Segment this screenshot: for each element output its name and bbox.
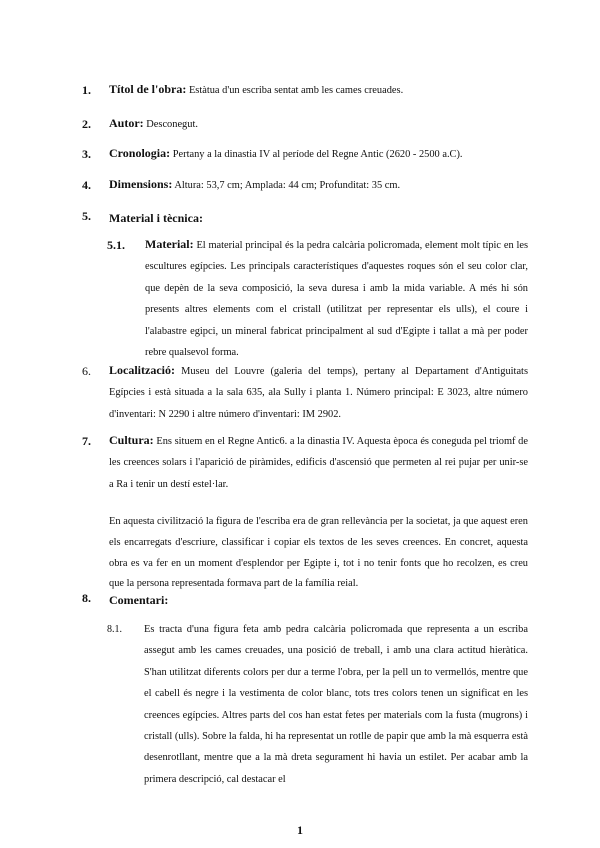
item-label: Dimensions:	[109, 177, 173, 191]
subitem-label: Material:	[145, 237, 194, 251]
item-label: Autor:	[109, 116, 144, 130]
item-text: Altura: 53,7 cm; Amplada: 44 cm; Profunditat: 35 cm.	[174, 180, 401, 191]
item-label: Localització:	[109, 363, 175, 377]
item-number: 3.	[82, 147, 91, 161]
item-label: Material i tècnica:	[109, 211, 203, 225]
item-number: 4.	[82, 178, 91, 192]
item-label: Títol de l'obra:	[109, 82, 187, 96]
item-label: Comentari:	[109, 593, 169, 607]
subitem-text: El material principal és la pedra calcària policromada, element molt típic en les escultures egípcies. Les principals característiques d'aquestes roques són el seu color clar, que depèn de la seva composició, la seva duresa i amb la mida variable. A més hi són presents altres elements com el cristall (utilitzat per representar els ulls), el coure i l'alabastre egipci, un mineral fabricat principalment al sud d'Egipte i tallat a mà per poder rebre qualsevol forma.	[145, 240, 528, 359]
culture-paragraph: En aquesta civilització la figura de l'escriba era de gran rellevància per la societat, ja que aquest eren els encarregats d'escriure, classificar i copiar els textos de les seves creences. En concret, aquesta obra es va fer en un moment d'esplendor per Egipte i, tot i no tenir fonts que ho recolzen, es creu que la persona representada formava part de la família reial.	[109, 516, 528, 590]
item-number: 8.	[82, 591, 91, 605]
subitem-number: 5.1.	[107, 238, 125, 252]
page-number: 1	[297, 823, 303, 837]
item-number: 5.	[82, 209, 91, 223]
subitem-number: 8.1.	[107, 624, 122, 635]
item-text: Ens situem en el Regne Antic6. a la dinastia IV. Aquesta època és coneguda pel triomf de les creences solars i l'aparició de piràmides, edificis d'ascensió que permeten al rei pujar per unir-se a Ra i tenir un destí estel·lar.	[109, 436, 528, 490]
item-number: 1.	[82, 83, 91, 97]
item-text: Pertany a la dinastia IV al període del Regne Antic (2620 - 2500 a.C).	[172, 149, 463, 160]
item-label: Cultura:	[109, 433, 154, 447]
item-number: 2.	[82, 117, 91, 131]
item-text: Museu del Louvre (galeria del temps), pertany al Departament d'Antiguitats Egípcies i està situada a la sala 635, ala Sully i planta 1. Número principal: E 3023, altre número d'inventari: N 2290 i altre número d'inventari: IM 2902.	[109, 366, 528, 420]
item-text: Estàtua d'un escriba sentat amb les cames creuades.	[188, 85, 404, 96]
item-number: 7.	[82, 434, 91, 448]
subitem-text: Es tracta d'una figura feta amb pedra calcària policromada que representa a un escriba assegut amb les cames creuades, una posició de treball, i amb una clara actitud hieràtica. S'han utilitzat diferents colors per dur a terme l'obra, per la pell un to vermellós, mentre que el cabell és negre i la vestimenta de color blanc, tots tres colors tenen un significat en les creences egípcies. Altres parts del cos han estat fetes per materials com la fusta (mugrons) i cristall (ulls). Sobre la falda, hi ha representat un rotlle de papir que amb la mà esquerra està desenrotllant, mentre que a la mà dreta segurament hi havia un estilet. Per acabar amb la primera descripció, cal destacar el	[144, 624, 528, 785]
item-label: Cronologia:	[109, 146, 171, 160]
item-text: Desconegut.	[146, 119, 198, 130]
item-number: 6.	[82, 364, 91, 378]
